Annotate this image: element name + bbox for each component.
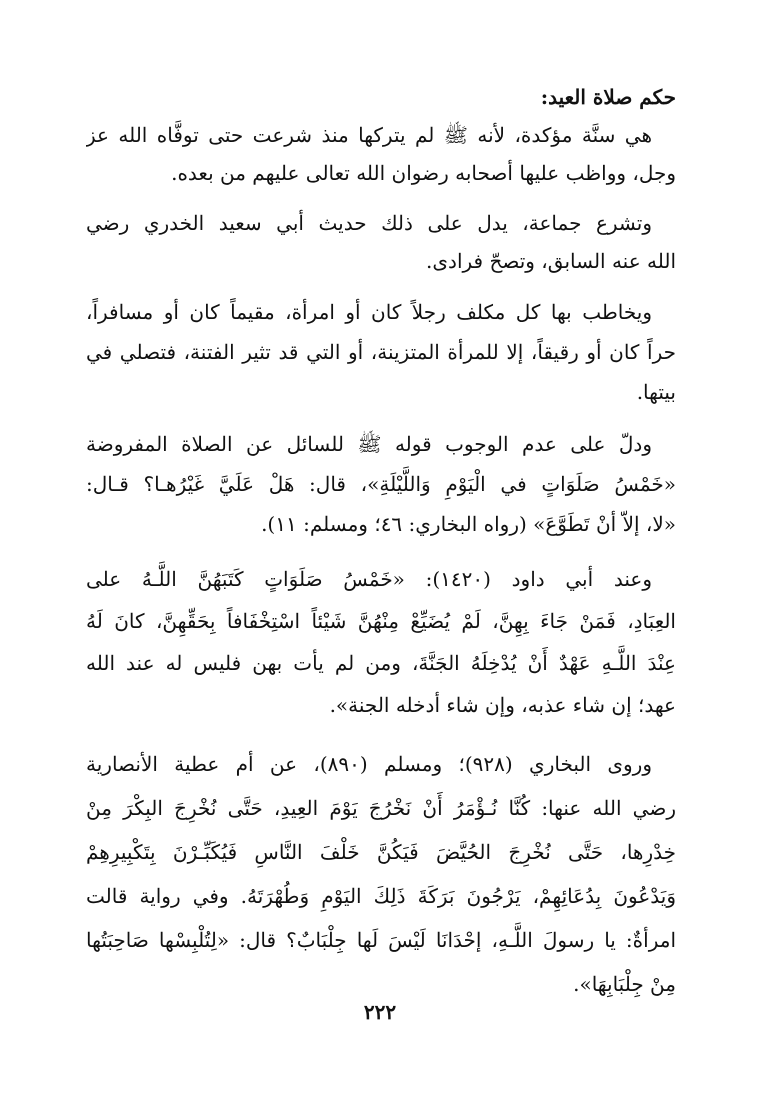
paragraph-sunnah	[86, 116, 676, 192]
page-body	[86, 70, 676, 1018]
paragraph-abu-dawud	[86, 558, 676, 726]
text-line: «خَمْسُ صَلَوَاتٍ في الْيَوْمِ وَاللَّيْلَةِ»، قال: هَلْ عَلَيَّ غَيْرُهـا؟ قـال:	[86, 472, 676, 496]
page-number: ٢٢٢	[363, 1000, 397, 1024]
paragraph-umm-atiyya	[86, 742, 676, 1006]
text-line: وعند أبي داود (١٤٢٠): «خَمْسُ صَلَوَاتٍ كَتَبَهُنَّ اللَّـهُ على	[86, 567, 653, 591]
text-line: ويخاطب بها كل مكلف رجلاً كان أو امرأة، مقيماً كان أو مسافراً،	[86, 300, 652, 324]
text-line: امرأةٌ: يا رسولَ اللَّـهِ، إحْدَانَا لَيْسَ لَها جِلْبَابٌ؟ قال: «لِتُلْبِسْها صَاحِبَتُها	[86, 928, 676, 952]
text-line: عهد؛ إن شاء عذبه، وإن شاء أدخله الجنة».	[329, 693, 676, 717]
text-line: حراً كان أو رقيقاً، إلا للمرأة المتزينة، أو التي قد تثير الفتنة، فتصلي في	[86, 340, 676, 364]
text-line: رضي الله عنها: كُنَّا نُـؤْمَرُ أَنْ نَخْرُجَ يَوْمَ العِيدِ، حَتَّى نُخْرِجَ البِكْرَ مِنْ	[86, 796, 676, 820]
text-line: عِنْدَ اللَّـهِ عَهْدٌ أَنْ يُدْخِلَهُ الجَنَّةَ، ومن لم يأت بهن فليس له عند الله	[86, 651, 676, 675]
text-line: وروى البخاري (٩٢٨)؛ ومسلم (٨٩٠)، عن أم عطية الأنصارية	[86, 752, 652, 776]
text-line: وجل، وواظب عليها أصحابه رضوان الله تعالى عليهم من بعده.	[171, 161, 676, 185]
text-line: ودلّ على عدم الوجوب قوله ﷺ للسائل عن الصلاة المفروضة	[86, 432, 652, 456]
paragraph-non-obligation	[86, 424, 676, 544]
text-line: هي سنَّة مؤكدة، لأنه ﷺ لم يتركها منذ شرعت حتى توفَّاه الله عز	[86, 123, 652, 147]
text-line: «لا، إلاّ أنْ تَطَوَّعَ» (رواه البخاري: ٤٦؛ ومسلم: ١١).	[261, 512, 676, 536]
text-line: الله عنه السابق، وتصحّ فرادى.	[426, 249, 676, 273]
paragraph-addressees	[86, 292, 676, 412]
section-heading: حكم صلاة العيد:	[540, 85, 676, 109]
text-line: خِدْرِها، حَتَّى نُخْرِجَ الحُيَّضَ فَيَكُنَّ خَلْفَ النَّاسِ فَيُكَبِّـرْنَ بِتَكْبِيرِهِمْ	[86, 840, 676, 864]
paragraph-congregation	[86, 204, 676, 280]
text-line: مِنْ جِلْبَابِهَا».	[573, 972, 676, 996]
text-line: بيتها.	[636, 380, 676, 404]
text-line: العِبَادِ، فَمَنْ جَاءَ بِهِنَّ، لَمْ يُضَيِّعْ مِنْهُنَّ شَيْئاً اسْتِخْفَافاً بِحَقِّهِنَّ، كانَ لَهُ	[86, 609, 676, 633]
text-line: وتشرع جماعة، يدل على ذلك حديث أبي سعيد الخدري رضي	[86, 211, 652, 235]
text-line: وَيَدْعُونَ بِدُعَائِهِمْ، يَرْجُونَ بَرَكَةَ ذَلِكَ اليَوْمِ وَطُهْرَتَهُ. وفي رواية قالت	[86, 884, 676, 908]
